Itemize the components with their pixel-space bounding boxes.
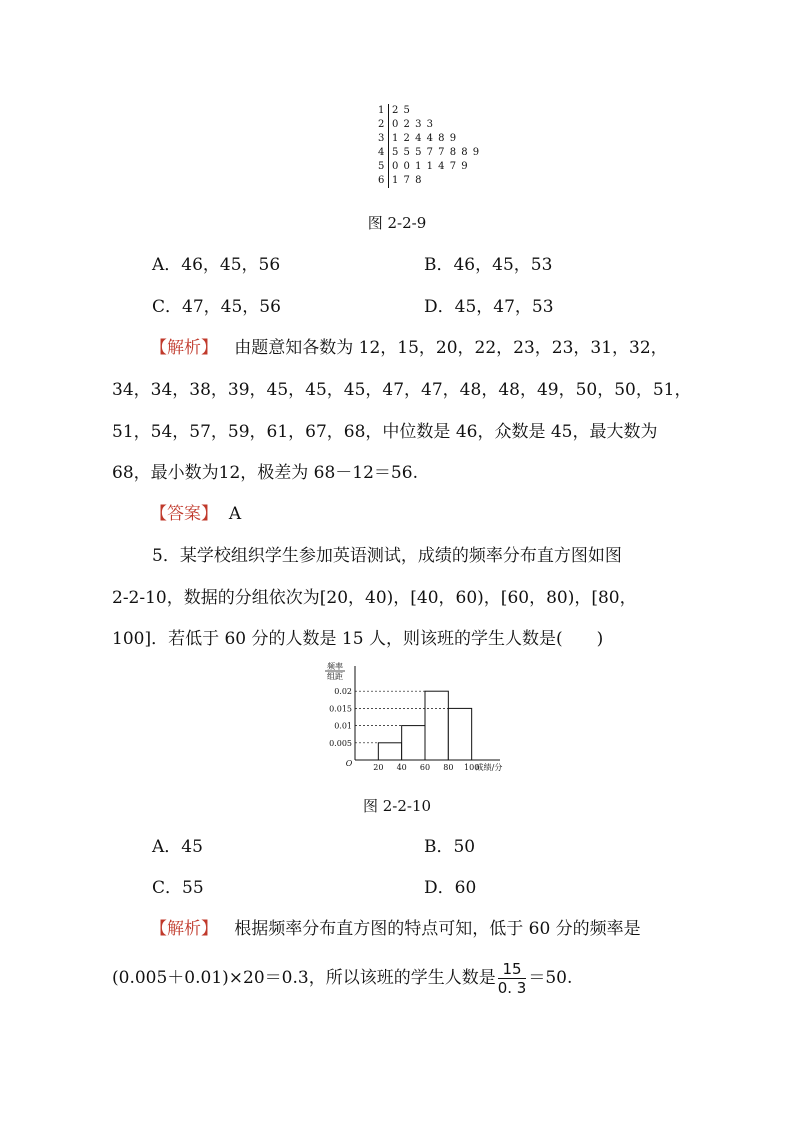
- q4-answer-line: [150, 503, 241, 525]
- stem-value: 4: [378, 147, 385, 158]
- q4-option-b: B．46，45，53: [424, 255, 553, 275]
- stem-leaf-row: [378, 146, 480, 160]
- q5-question-line-3: 100]．若低于 60 分的人数是 15 人，则该班的学生人数是( ): [112, 629, 604, 649]
- q5-analysis-text-2a: (0.005＋0.01)×20＝0.3，所以该班的学生人数是: [112, 968, 496, 988]
- q4-analysis-line-3: 51，54，57，59，61，67，68，中位数是 46，众数是 45，最大数为: [112, 422, 658, 442]
- fraction: [498, 960, 527, 997]
- leaf-values: 0 2 3 3: [388, 118, 434, 132]
- y-axis-label-top: 频率: [327, 662, 343, 671]
- q5-analysis-line-1: [150, 918, 641, 940]
- q4-option-a: A．46，45，56: [152, 255, 281, 275]
- x-tick-label: 100: [464, 763, 480, 772]
- q5-question-line-2: 2-2-10，数据的分组依次为[20，40)，[40，60)，[60，80)，[80，: [112, 588, 637, 608]
- stem-value: 3: [378, 133, 385, 144]
- stem-leaf-row: [378, 118, 480, 132]
- q4-analysis-line-1: [150, 337, 668, 359]
- q4-option-d: D．45，47，53: [424, 297, 554, 317]
- q5-option-a: A．45: [152, 837, 203, 857]
- q4-analysis-line-4: 68，最小数为12，极差为 68－12＝56.: [112, 463, 418, 483]
- stem-leaf-plot: [378, 104, 480, 188]
- y-tick-label: 0.02: [334, 687, 352, 697]
- histogram-bar: [402, 726, 425, 760]
- stem-leaf-row: [378, 160, 480, 174]
- x-axis-label: 成绩/分: [475, 763, 503, 772]
- answer-tag: 【答案】: [150, 504, 218, 524]
- leaf-values: 0 0 1 1 4 7 9: [388, 160, 469, 174]
- leaf-values: 5 5 5 7 7 8 8 9: [388, 146, 480, 160]
- y-tick-label: 0.01: [334, 721, 352, 731]
- analysis-tag: 【解析】: [150, 338, 218, 358]
- q5-analysis-text-1: 根据频率分布直方图的特点可知，低于 60 分的频率是: [234, 919, 641, 939]
- y-tick-label: 0.005: [329, 738, 352, 748]
- stem-leaf-row: [378, 132, 480, 146]
- q4-analysis-text-1: 由题意知各数为 12，15，20，22，23，23，31，32，: [234, 338, 668, 358]
- analysis-tag: 【解析】: [150, 919, 218, 939]
- q5-analysis-text-2b: ＝50.: [528, 968, 573, 988]
- origin-label: O: [345, 759, 353, 768]
- y-tick-label: 0.015: [329, 704, 352, 714]
- x-tick-label: 20: [373, 763, 384, 772]
- stem-leaf-row: [378, 174, 480, 188]
- histogram-bar: [378, 743, 401, 760]
- leaf-values: 1 2 4 4 8 9: [388, 132, 457, 146]
- q4-answer: A: [228, 504, 242, 524]
- q5-question-line-1: 5．某学校组织学生参加英语测试，成绩的频率分布直方图如图: [152, 546, 622, 566]
- q5-option-b: B．50: [424, 837, 476, 857]
- y-axis-label-bottom: 组距: [327, 672, 343, 681]
- stem-value: 5: [378, 161, 385, 172]
- q5-option-d: D．60: [424, 878, 477, 898]
- leaf-values: 2 5: [388, 104, 411, 118]
- q4-option-c: C．47，45，56: [152, 297, 281, 317]
- stem-value: 1: [378, 105, 385, 116]
- frequency-histogram: [320, 660, 510, 775]
- figure-caption-2-2-10: 图 2-2-10: [362, 797, 432, 815]
- histogram-bar: [448, 708, 471, 760]
- fraction-numerator: 15: [498, 960, 527, 979]
- stem-value: 6: [378, 175, 385, 186]
- histogram-bar: [425, 691, 448, 760]
- figure-caption-2-2-9: 图 2-2-9: [367, 214, 427, 232]
- q5-option-c: C．55: [152, 878, 204, 898]
- fraction-denominator: 0. 3: [497, 979, 527, 997]
- x-tick-label: 80: [443, 763, 454, 772]
- q5-analysis-line-2: [112, 958, 572, 998]
- q4-analysis-line-2: 34，34，38，39，45，45，45，47，47，48，48，49，50，50，51，: [112, 380, 692, 400]
- stem-value: 2: [378, 119, 385, 130]
- x-tick-label: 40: [396, 763, 407, 772]
- leaf-values: 1 7 8: [388, 174, 422, 188]
- stem-leaf-row: [378, 104, 480, 118]
- x-tick-label: 60: [419, 763, 431, 772]
